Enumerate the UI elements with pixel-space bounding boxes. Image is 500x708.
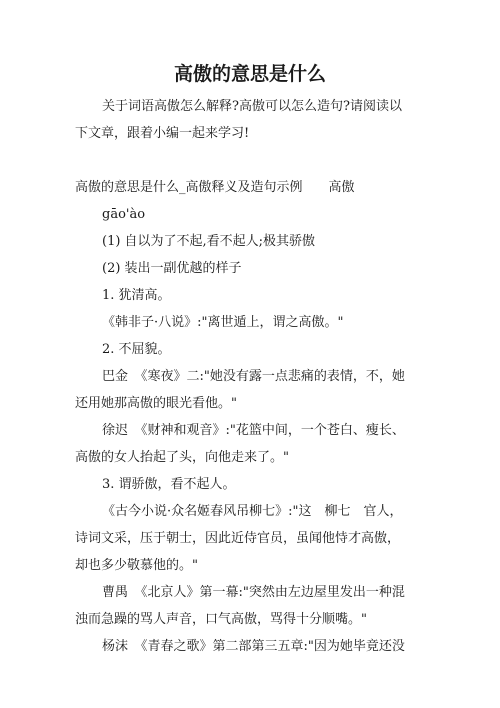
intro-line-1: 关于词语高傲怎么解释?高傲可以怎么造句?请阅读以 bbox=[102, 99, 402, 114]
example-text: 《韩非子·八说》:"离世遁上，谓之高傲。" bbox=[102, 315, 344, 330]
example-text: 却也多少敬慕他的。" bbox=[75, 558, 198, 573]
section-heading: 高傲的意思是什么_高傲释义及造句示例 高傲 bbox=[75, 180, 355, 195]
example-text: 诗词文采，压于朝士，因此近侍官员，虽闻他恃才高傲， bbox=[75, 531, 401, 546]
example-text: 曹禺 《北京人》第一幕:"突然由左边屋里发出一种混 bbox=[102, 585, 405, 600]
example-text: 《古今小说·众名姬春风吊柳七》:"这 柳七 官人， bbox=[102, 504, 403, 519]
example-text: 巴金 《寒夜》二:"她没有露一点悲痛的表情，不，她 bbox=[102, 369, 405, 384]
pinyin: gāo'ào bbox=[102, 207, 146, 222]
example-text: 还用她那高傲的眼光看他。" bbox=[75, 396, 237, 411]
example-text: 高傲的女人抬起了头，向他走来了。" bbox=[75, 450, 289, 465]
example-text: 徐迟 《财神和观音》:"花篮中间，一个苍白、瘦长、 bbox=[102, 423, 405, 438]
sense-1: 1. 犹清高。 bbox=[102, 288, 171, 303]
definition-1: (1) 自以为了不起,看不起人;极其骄傲 bbox=[102, 234, 316, 249]
intro-line-2: 下文章，跟着小编一起来学习! bbox=[75, 126, 250, 141]
definition-2: (2) 装出一副优越的样子 bbox=[102, 261, 242, 276]
example-text: 浊而急躁的骂人声音，口气高傲，骂得十分顺嘴。" bbox=[75, 612, 367, 627]
example-text: 杨沫 《青春之歌》第二部第三五章:"因为她毕竟还没 bbox=[102, 639, 405, 654]
page-title: 高傲的意思是什么 bbox=[173, 63, 326, 85]
sense-2: 2. 不屈貌。 bbox=[102, 342, 171, 357]
sense-3: 3. 谓骄傲，看不起人。 bbox=[102, 477, 236, 492]
